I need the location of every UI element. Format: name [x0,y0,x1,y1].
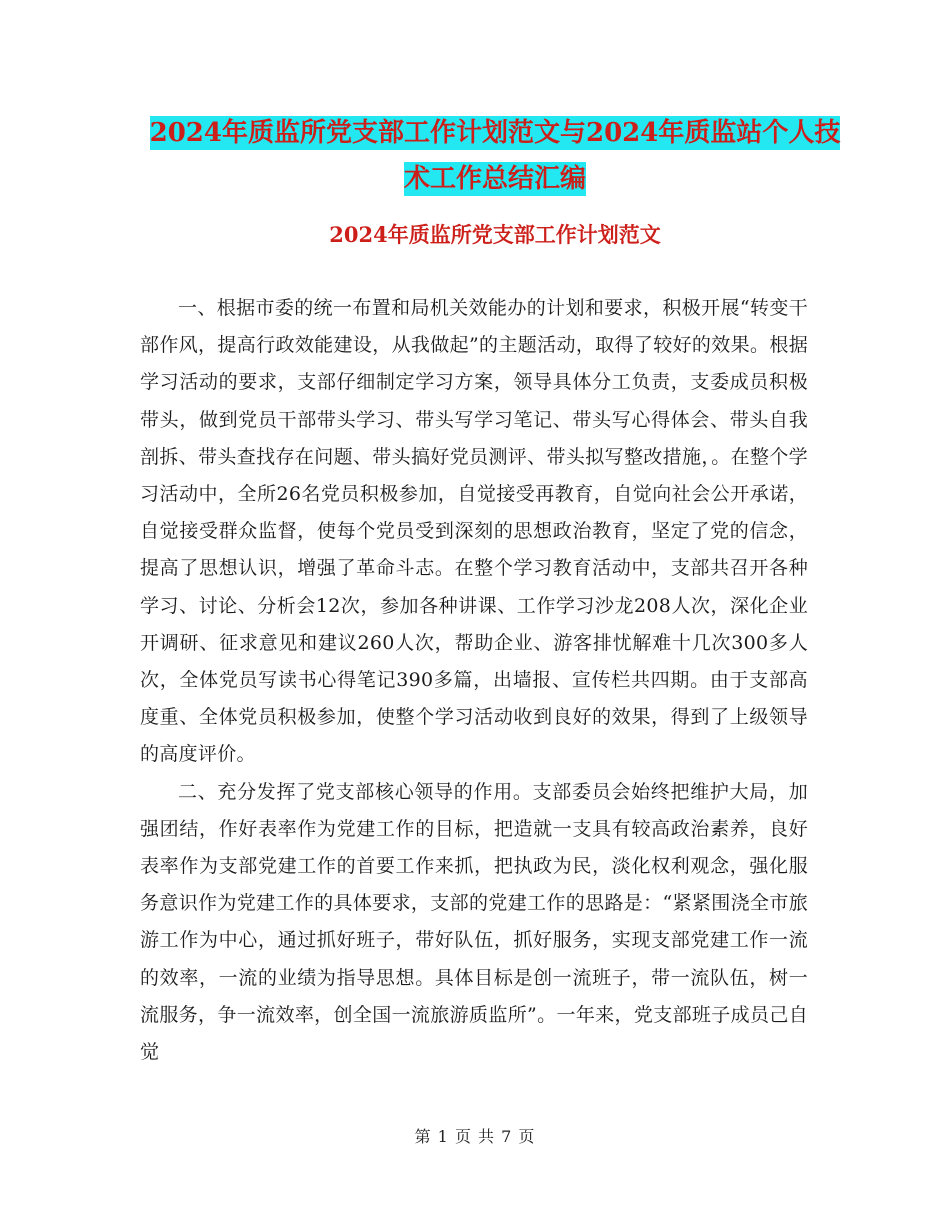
body-paragraph-1: 一、根据市委的统一布置和局机关效能办的计划和要求，积极开展“转变干部作风，提高行政效能建设，从我做起”的主题活动，取得了较好的效果。根据学习活动的要求，支部仔细制定学习方案，领导具体分工负责，支委成员积极带头，做到党员干部带头学习、带头写学习笔记、带头写心得体会、带头自我剖拆、带头查找存在问题、带头搞好党员测评、带头拟写整改措施，。在整个学习活动中，全所26名党员积极参加，自觉接受再教育，自觉向社会公开承诺，自觉接受群众监督，使每个党员受到深刻的思想政治教育，坚定了党的信念，提高了思想认识，增强了革命斗志。在整个学习教育活动中，支部共召开各种学习、讨论、分析会12次，参加各种讲课、工作学习沙龙208人次，深化企业开调研、征求意见和建议260人次，帮助企业、游客排忧解难十几次300多人次，全体党员写读书心得笔记390多篇，出墙报、宣传栏共四期。由于支部高度重、全体党员积极参加，使整个学习活动收到良好的效果，得到了上级领导的高度评价。 [140,297,808,766]
document-body [140,290,808,1071]
section-title: 2024年质监所党支部工作计划范文 [329,222,661,247]
title-highlight: 2024年质监所党支部工作计划范文与2024年质监站个人技术工作总结汇编 [149,118,841,194]
document-title [140,110,850,202]
body-paragraph-2: 二、充分发挥了党支部核心领导的作用。支部委员会始终把维护大局，加强团结，作好表率作为党建工作的目标，把造就一支具有较高政治素养，良好表率作为支部党建工作的首要工作来抓，把执政为民，淡化权利观念，强化服务意识作为党建工作的具体要求，支部的党建工作的思路是：“紧紧围浇全市旅游工作为中心，通过抓好班子，带好队伍，抓好服务，实现支部党建工作一流的效率，一流的业绩为指导思想。具体目标是创一流班子，带一流队伍，树一流服务，争一流效率，创全国一流旅游质监所”。一年来，党支部班子成员己自觉 [140,780,808,1064]
page-footer: 第 1 页 共 7 页 [414,1127,536,1146]
